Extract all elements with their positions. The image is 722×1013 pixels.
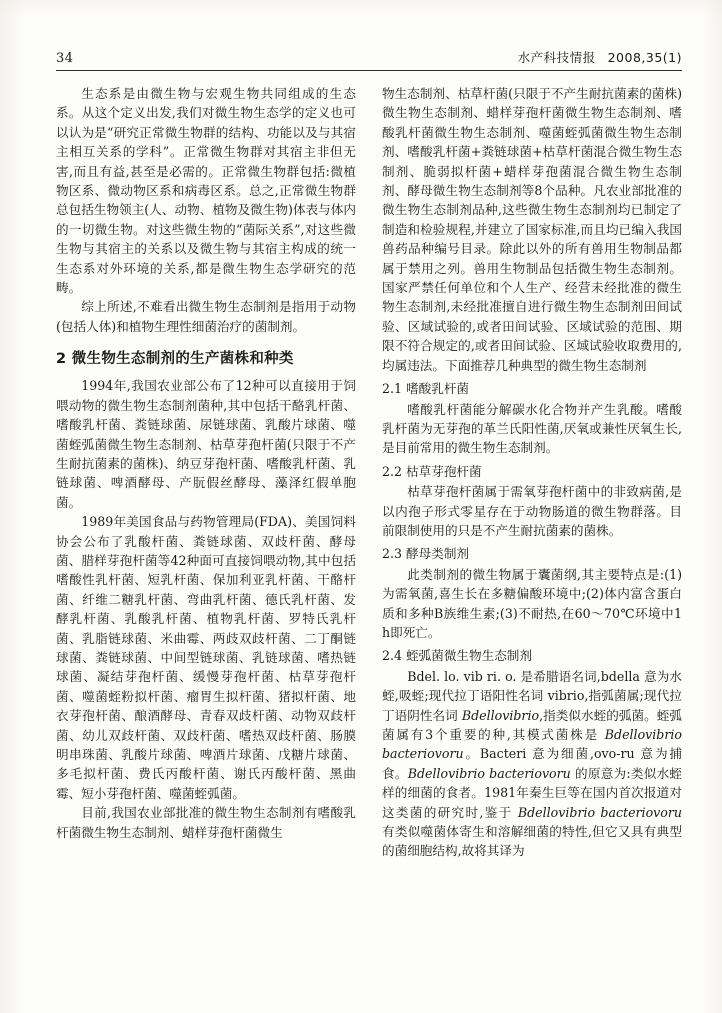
column-left	[56, 84, 356, 985]
subsection-heading: 2.4 蛭弧菌微生物生态制剂	[382, 648, 532, 664]
journal-issue: 2008,35(1)	[607, 50, 682, 65]
paragraph: 1989年美国食品与药物管理局(FDA)、美国饲料协会公布了乳酸杆菌、粪链球菌、双歧杆菌、酵母菌、腊样芽孢杆菌等42种面可直接饲喂动物,其中包括嗜酸性乳杆菌、短乳杆菌、保加利亚乳杆菌、干酪杆菌、纤维二糖乳杆菌、弯曲乳杆菌、德氏乳杆菌、发酵乳杆菌、乳酸乳杆菌、植物乳杆菌、罗特氏乳杆菌、乳脂链球菌、米曲霉、两歧双歧杆菌、二丁酮链球菌、粪链球菌、中间型链球菌、乳链球菌、嗜热链球菌、凝结芽孢杆菌、缓慢芽孢杆菌、枯草芽孢杆菌、噬菌蛭粉拟杆菌、瘤胃生拟杆菌、猪拟杆菌、地衣芽孢杆菌、酿酒酵母、青春双歧杆菌、动物双歧杆菌、幼儿双歧杆菌、双歧杆菌、嗜热双歧杆菌、肠膜明串珠菌、乳酸片球菌、啤酒片球菌、戊糖片球菌、多毛拟杆菌、费氏丙酸杆菌、谢氏丙酸杆菌、黑曲霉、短小芽孢杆菌、噬菌蛭弧菌。	[56, 514, 356, 801]
paragraph: 综上所述,不难看出微生物生态制剂是指用于动物(包括人体)和植物生理性细菌治疗的菌制剂。	[56, 299, 356, 334]
body-columns	[56, 84, 682, 985]
text-run: 的原意为:类似水蛭样的细菌的食者。1981年秦生巨等在国内首次报道对这类菌的研究时,鉴于	[382, 765, 683, 820]
column-right	[382, 84, 682, 985]
paragraph: 目前,我国农业部批准的微生物生态制剂有嗜酸乳杆菌微生物生态制剂、蜡样芽孢杆菌微生	[56, 805, 356, 840]
italic-term: Bdellovibrio bacteriovoru	[517, 804, 682, 820]
text-run: Bdel. lo. vib ri. o. 是希腊语名词,bdella 意为水蛭,吸蛭;现代拉丁语阳性名词 vibrio,指弧菌属;现代拉丁语阴性名词	[382, 668, 682, 723]
subsection-heading: 2.1 嗜酸乳杆菌	[382, 381, 470, 397]
paragraph: 物生态制剂、枯草杆菌(只限于不产生耐抗菌素的菌株)微生物生态制剂、蜡样芽孢杆菌微生物生态制剂、嗜酸乳杆菌微生物生态制剂、噬菌蛭弧菌微生物生态制剂、嗜酸乳杆菌+粪链球菌+枯草杆菌混合微生物生态制剂、脆弱拟杆菌+蜡样芽孢菌混合微生物生态制剂、酵母微生物生态制剂等8个品种。凡农业部批准的微生物生态制剂品种,这些微生物生态制剂均已制定了制造和检验规程,并建立了国家标准,而且均已编入我国兽药品种编号目录。除此以外的所有兽用生物制品都属于禁用之列。兽用生物制品包括微生物生态制剂。国家严禁任何单位和个人生产、经营未经批准的微生物生态制剂,未经批准擅自进行微生物生态制剂田间试验、区域试验的,或者田间试验、区域试验的范围、期限不符合规定的,或者田间试验、区域试验收取费用的,均属违法。下面推荐几种典型的微生物生态制剂	[382, 86, 682, 373]
italic-term: Bdellovibrio bacteriovoru	[382, 727, 682, 762]
paragraph: 嗜酸乳杆菌能分解碳水化合物并产生乳酸。嗜酸乳杆菌为无芽孢的革兰氏阳性菌,厌氧或兼性厌氧生长,是目前常用的微生物生态制剂。	[382, 401, 682, 456]
italic-term: Bdellovibrio	[461, 707, 540, 723]
text-run: 。Bacteri 意为细菌,ovo-ru 意为捕食。	[382, 746, 682, 781]
paragraph-with-italics	[382, 667, 682, 861]
page-header	[56, 44, 682, 66]
text-run: ,指类似水蛭的弧菌。蛭弧菌属有3个重要的种,其模式菌株是	[382, 707, 682, 742]
journal-title-line	[518, 48, 682, 66]
subsection-heading: 2.2 枯草芽孢杆菌	[382, 463, 482, 479]
section-heading: 2 微生物生态制剂的生产菌株和种类	[56, 351, 294, 368]
paragraph: 此类制剂的微生物属于囊菌纲,其主要特点是:(1)为需氧菌,喜生长在多糖偏酸环境中;(2)体内富含蛋白质和多种B族维生素;(3)不耐热,在60～70℃环境中1 h即死亡。	[382, 566, 682, 640]
paragraph: 枯草芽孢杆菌属于需氧芽孢杆菌中的非致病菌,是以内孢子形式零星存在于动物肠道的微生物群落。目前限制使用的只是不产生耐抗菌素的菌株。	[382, 484, 682, 538]
paragraph: 1994年,我国农业部公布了12种可以直接用于饲喂动物的微生物生态制剂菌种,其中包括干酪乳杆菌、嗜酸乳杆菌、粪链球菌、尿链球菌、乳酸片球菌、噬菌蛭弧菌微生物生态制剂、枯草芽孢杆菌(只限于不产生耐抗菌素的菌株)、纳豆芽孢杆菌、嗜酸乳杆菌、乳链球菌、啤酒酵母、产朊假丝酵母、藻泽红假单胞菌。	[56, 378, 356, 510]
header-rule	[56, 70, 682, 71]
page-number: 34	[56, 51, 74, 66]
journal-name: 水产科技情报	[517, 50, 596, 65]
text-run: 有类似噬菌体寄生和溶解细菌的特性,但它又具有典型的菌细胞结构,故将其译为	[382, 824, 682, 859]
paragraph: 生态系是由微生物与宏观生物共同组成的生态系。从这个定义出发,我们对微生物生态学的定义也可以认为是“研究正常微生物群的结构、功能以及与其宿主相互关系的学科”。正常微生物群对其宿主非但无害,而且有益,甚至是必需的。正常微生物群包括:微植物区系、微动物区系和病毒区系。总之,正常微生物群总包括生物领主(人、动物、植物及微生物)体表与体内的一切微生物。对这些微生物的“菌际关系”,对这些微生物与其宿主的关系以及微生物与其宿主构成的统一生态系对外环境的关系,都是微生物生态学研究的范畴。	[56, 86, 356, 296]
subsection-heading: 2.3 酵母类制剂	[382, 546, 470, 562]
italic-term: Bdellovibrio bacteriovoru	[407, 765, 571, 781]
